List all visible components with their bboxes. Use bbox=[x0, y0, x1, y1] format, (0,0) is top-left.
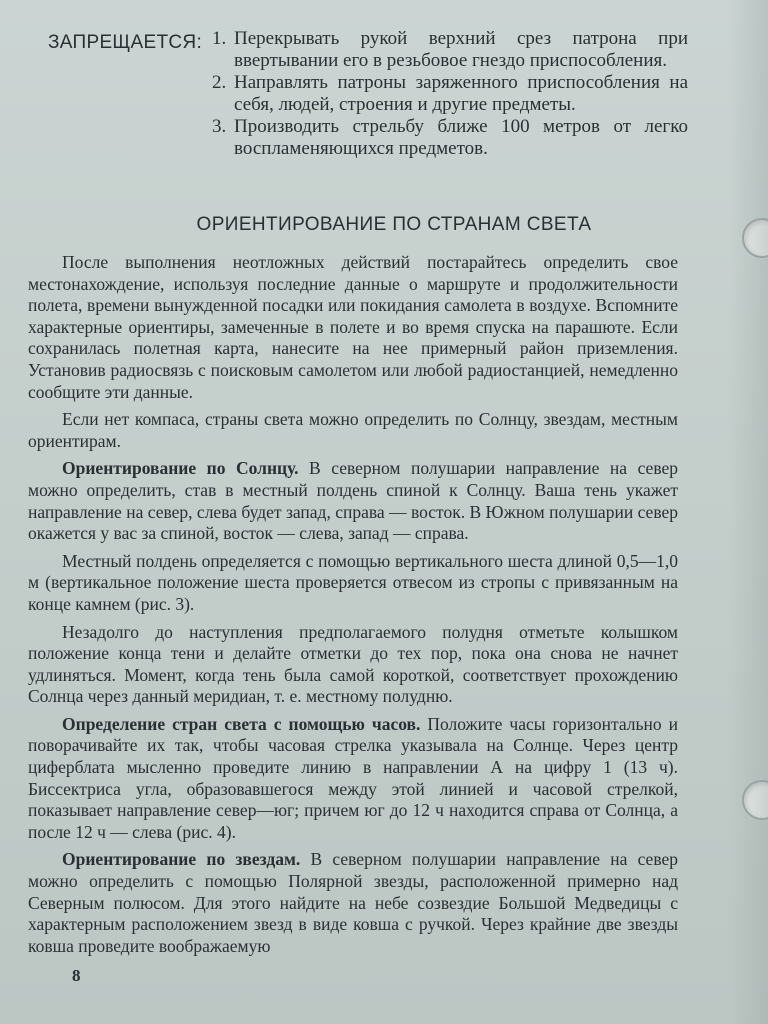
warning-label: ЗАПРЕЩАЕТСЯ: bbox=[48, 32, 203, 53]
section-title: ОРИЕНТИРОВАНИЕ ПО СТРАНАМ СВЕТА bbox=[196, 214, 592, 235]
warning-list bbox=[212, 28, 688, 160]
warning-item-text: Перекрывать рукой верхний срез патрона при ввертывании его в резьбовое гнездо приспособления. bbox=[234, 28, 688, 71]
paragraph: Незадолго до наступления предполагаемого полудня отметьте колышком положение конца тени и делайте отметки до тех пор, пока она снова не начнет удлиняться. Момент, когда тень была самой короткой, соответствует прохождению Солнца через данный меридиан, т. е. местному полудню. bbox=[28, 621, 678, 707]
binder-hole-bottom bbox=[742, 780, 768, 820]
paragraph: Если нет компаса, страны света можно определить по Солнцу, звездам, местным ориентирам. bbox=[28, 409, 678, 451]
paragraph-heading: Ориентирование по Солнцу. bbox=[62, 458, 299, 479]
page-number: 8 bbox=[72, 966, 81, 985]
warning-item-text: Направлять патроны заряженного приспособления на себя, людей, строения и другие предметы. bbox=[234, 72, 688, 115]
warning-item-text: Производить стрельбу ближе 100 метров от легко воспламеняющихся предметов. bbox=[234, 116, 688, 159]
warning-item bbox=[212, 28, 688, 72]
paragraph-text: В северном полушарии направление на север можно определить с помощью Полярной звезды, расположенной примерно над Северным полюсом. Для этого найдите на небе созвездие Большой Медведицы с характерным расположением звезд в виде ковша с ручкой. Через крайние две звезды ковша проведите воображаемую bbox=[28, 849, 679, 956]
warning-item-number: 1. bbox=[212, 28, 227, 49]
paragraph-text: Положите часы горизонтально и поворачивайте их так, чтобы часовая стрелка указывала на Солнце. Через центр циферблата мысленно проведите линию в направлении А на цифру 1 (13 ч). Биссектриса угла, образовавшегося между этой линией и часовой стрелкой, показывает направление север—юг; причем юг до 12 ч находится справа от Солнца, а после 12 ч — слева (рис. 4). bbox=[28, 713, 678, 842]
paragraph bbox=[28, 849, 678, 957]
warning-item bbox=[212, 72, 688, 116]
paragraph: После выполнения неотложных действий постарайтесь определить свое местонахождение, используя последние данные о маршруте и продолжительности полета, времени вынужденной посадки или покидания самолета в воздухе. Вспомните характерные ориентиры, замеченные в полете и во время спуска на парашюте. Если сохранилась полетная карта, нанесите на нее примерный район приземления. Установив радиосвязь с поисковым самолетом или любой радиостанцией, немедленно сообщите эти данные. bbox=[28, 252, 678, 402]
warning-item-number: 2. bbox=[212, 72, 227, 93]
warning-block bbox=[48, 28, 688, 160]
paragraph bbox=[28, 714, 678, 844]
body-text bbox=[28, 252, 678, 963]
paragraph: Местный полдень определяется с помощью вертикального шеста длиной 0,5—1,0 м (вертикальное положение шеста проверяется отвесом из стропы с привязанным на конце камнем (рис. 3). bbox=[28, 550, 678, 614]
warning-item bbox=[212, 116, 688, 160]
paragraph-heading: Ориентирование по звездам. bbox=[62, 849, 301, 870]
warning-item-number: 3. bbox=[212, 116, 227, 137]
paragraph-text: В северном полушарии направление на север можно определить, став в местный полдень спиной к Солнцу. Ваша тень укажет направление на север, слева будет запад, справа — восток. В Южном полушарии север окажется у вас за спиной, восток — слева, запад — справа. bbox=[28, 458, 678, 544]
paragraph bbox=[28, 458, 678, 544]
paragraph-heading: Определение стран света с помощью часов. bbox=[62, 713, 421, 734]
